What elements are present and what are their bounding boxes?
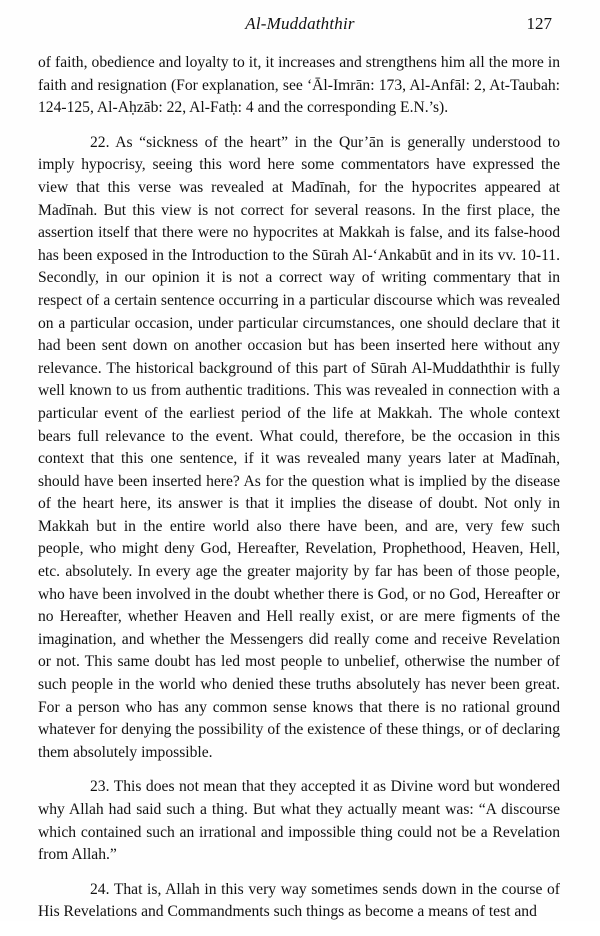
- running-head: [40, 14, 560, 38]
- running-title: Al-Muddaththir: [245, 14, 355, 33]
- page-body: [38, 52, 560, 936]
- explanatory-note-23: 23. This does not mean that they accepted it as Divine word but wondered why Allah had said such a thing. But what they actually meant was: “A discourse which contained such an irrational and impossible thing could not be a Revelation from Allah.”: [38, 778, 560, 864]
- explanatory-note-22: 22. As “sickness of the heart” in the Qur’ān is generally understood to imply hypocrisy, seeing this word here some commentators have expressed the view that this verse was revealed at Madīnah, for the hypocrites appeared at Madīnah. But this view is not correct for several reasons. In the first place, the assertion itself that there were no hypocrites at Makkah is false, and its false-hood has been exposed in the Introduction to the Sūrah Al-‘Ankabūt and in its vv. 10-11. Secondly, in our opinion it is not a correct way of writing commentary that in respect of a certain sentence occurring in a particular discourse which was revealed on a particular occasion, under particular circumstances, one should declare that it had been sent down on another occasion but has been inserted here without any relevance. The historical background of this part of Sūrah Al-Muddaththir is fully well known to us from authentic traditions. This was revealed in connection with a particular event of the earliest period of the life at Makkah. The whole context bears full relevance to the event. What could, therefore, be the occasion in this context that this one sentence, if it was revealed many years later at Madīnah, should have been inserted here? As for the question what is implied by the disease of the heart here, its answer is that it implies the disease of doubt. Not only in Makkah but in the entire world also there have been, and are, very few such people, who might deny God, Hereafter, Revelation, Prophethood, Heaven, Hell, etc. absolutely. In every age the greater majority by far has been of those people, who have been involved in the doubt whether there is God, or no God, Hereafter or no Hereafter, whether Heaven and Hell really exist, or are mere figments of the imagination, and whether the Messengers did really come and receive Revelation or not. This same doubt has led most people to unbelief, otherwise the number of such people in the world who denied these truths absolutely has never been great. For a person who has any common sense knows that there is no rational ground whatever for denying the possibility of the existence of these things, or of declaring them absolutely impossible.: [38, 133, 560, 761]
- explanatory-note-24: 24. That is, Allah in this very way sometimes sends down in the course of His Revelations and Commandments such things as become a means of test and: [38, 880, 560, 921]
- continued-paragraph: of faith, obedience and loyalty to it, it increases and strengthens him all the more in faith and resignation (For explanation, see ‘Āl-Imrān: 173, Al-Anfāl: 2, At-Taubah: 124-125, Al-Aḥzāb: 22, Al-Fatḥ: 4 and the corresponding E.N.’s).: [38, 54, 560, 117]
- page-number: 127: [526, 14, 552, 33]
